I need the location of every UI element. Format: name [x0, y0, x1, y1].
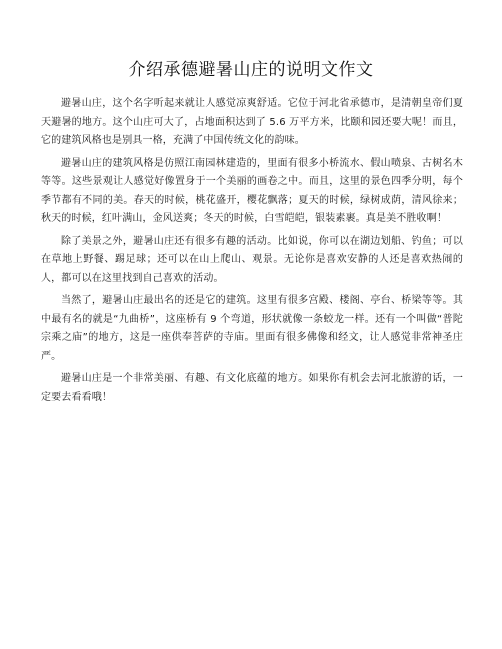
paragraph-conclusion: 避暑山庄是一个非常美丽、有趣、有文化底蕴的地方。如果你有机会去河北旅游的话，一定要去看看哦！ — [41, 373, 463, 403]
paragraph-activities: 除了美景之外，避暑山庄还有很多有趣的活动。比如说，你可以在湖边划船、钓鱼；可以在草地上野餐、踢足球；还可以在山上爬山、观景。无论你是喜欢安静的人还是喜欢热闹的人，都可以在这里找到自己喜欢的活动。 — [41, 235, 463, 284]
paragraph-architecture-scenery: 避暑山庄的建筑风格是仿照江南园林建造的，里面有很多小桥流水、假山喷泉、古树名木等等。这些景观让人感觉好像置身于一个美丽的画卷之中。而且，这里的景色四季分明，每个季节都有不同的美。春天的时候，桃花盛开，樱花飘落；夏天的时候，绿树成荫，清风徐来；秋天的时候，红叶满山，金风送爽；冬天的时候，白雪皑皑，银装素裹。真是美不胜收啊！ — [41, 157, 463, 224]
paragraph-buildings: 当然了，避暑山庄最出名的还是它的建筑。这里有很多宫殿、楼阁、亭台、桥梁等等。其中最有名的就是“九曲桥”，这座桥有 9 个弯道，形状就像一条蛟龙一样。还有一个叫做“普陀宗乘之庙”的地方，这是一座供奉菩萨的寺庙。里面有很多佛像和经文，让人感觉非常神圣庄严。 — [41, 295, 463, 362]
document-body — [41, 95, 463, 411]
paragraph-intro: 避暑山庄，这个名字听起来就让人感觉凉爽舒适。它位于河北省承德市，是清朝皇帝们夏天避暑的地方。这个山庄可大了，占地面积达到了 5.6 万平方米，比颐和园还要大呢！而且，它的建筑风格也是别具一格，充满了中国传统文化的韵味。 — [41, 98, 463, 146]
document-title: 介绍承德避暑山庄的说明文作文 — [128, 60, 374, 80]
